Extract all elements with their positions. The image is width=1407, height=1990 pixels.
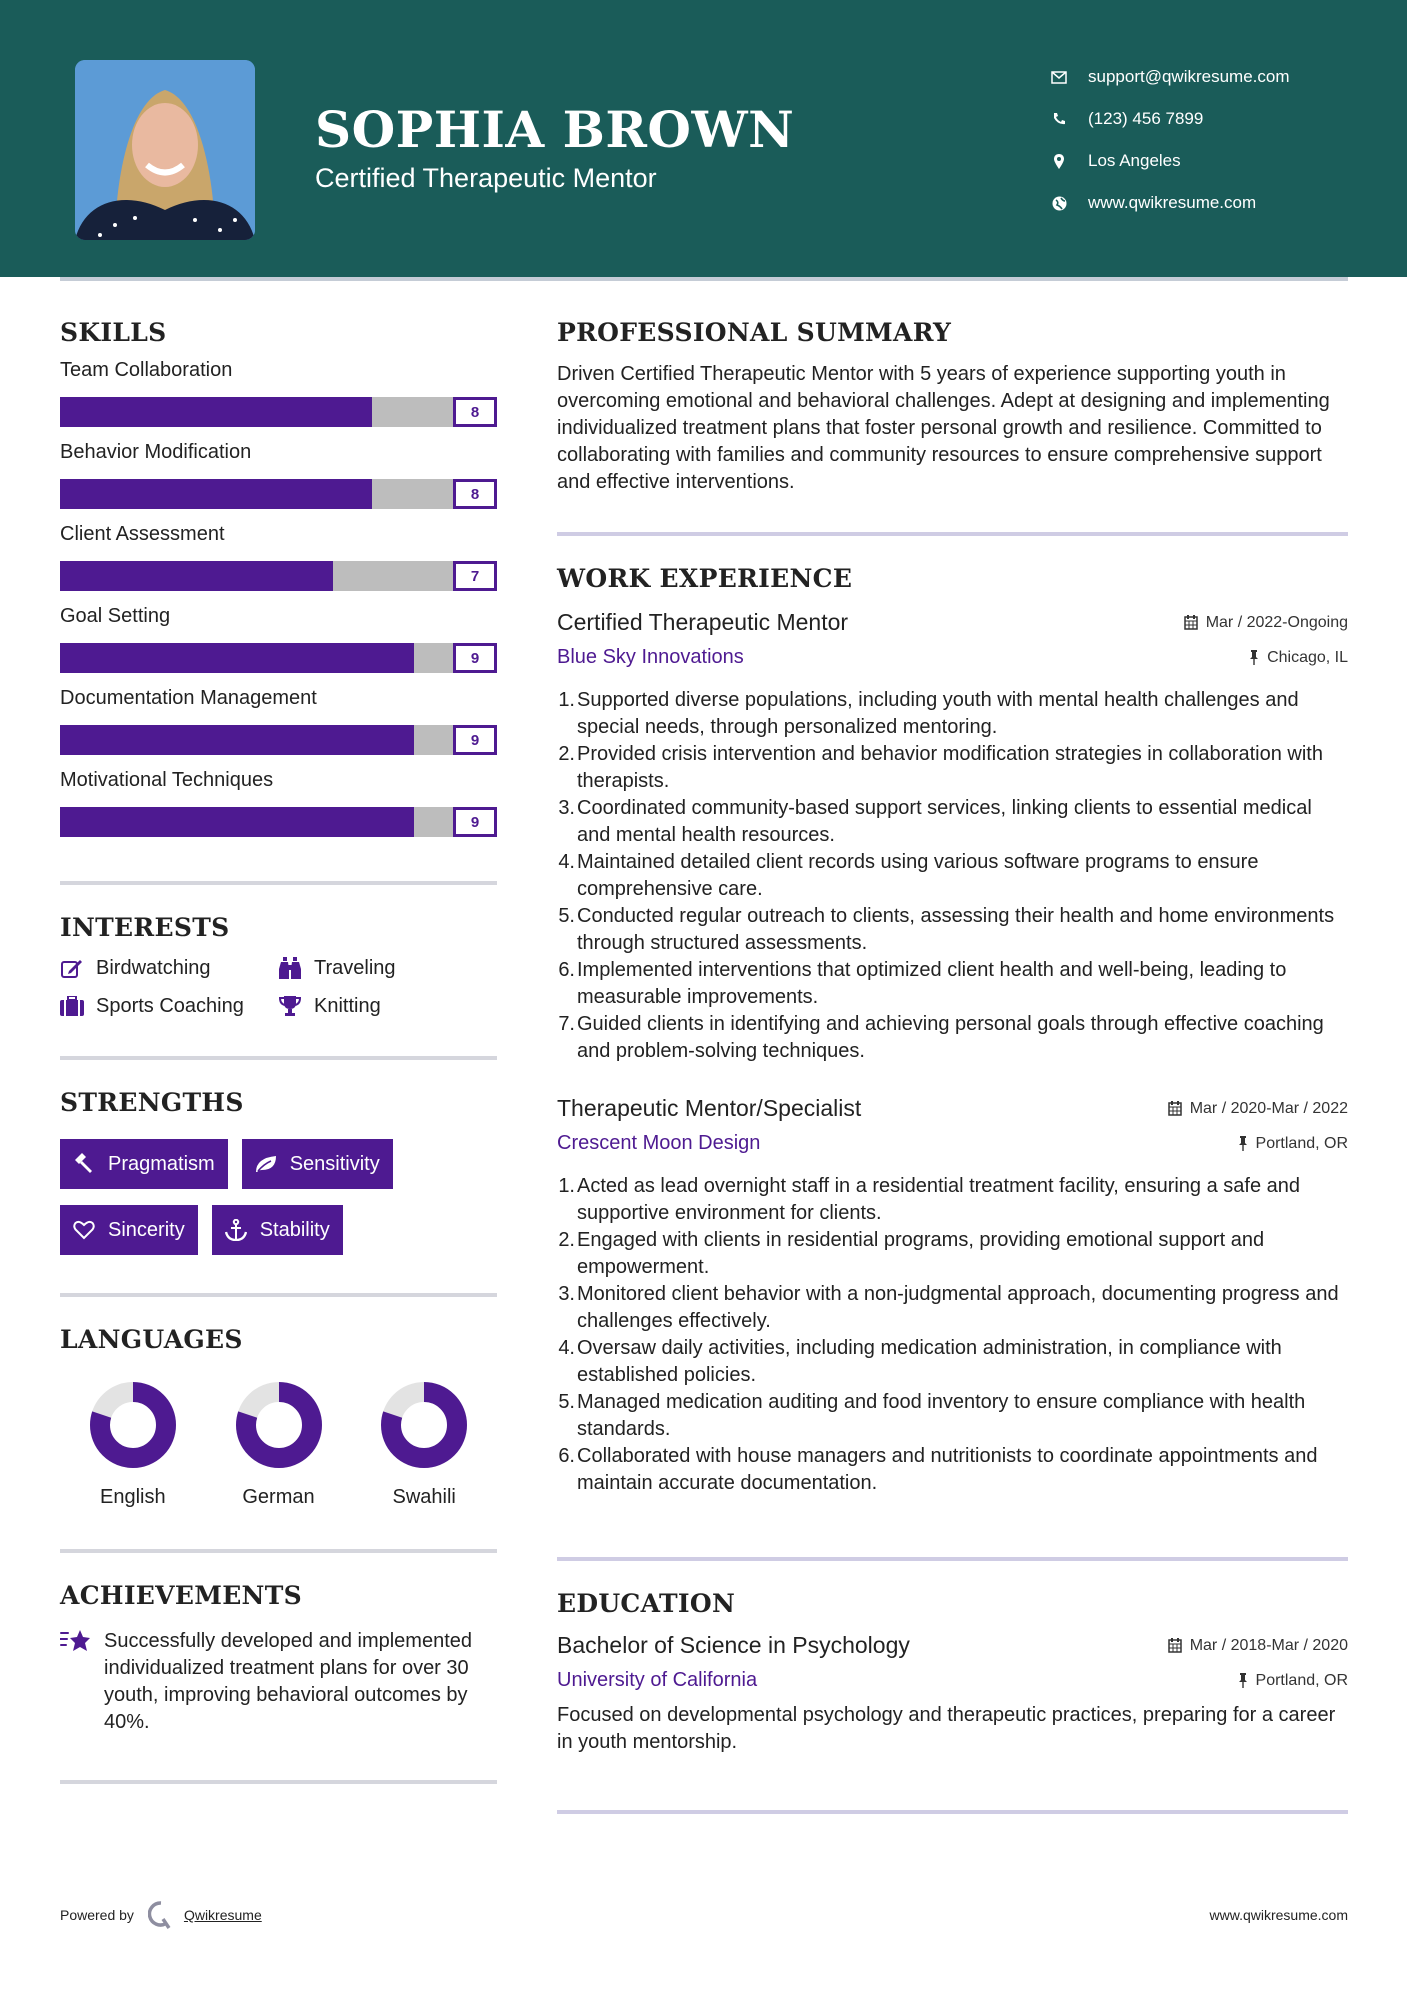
calendar-icon: [1168, 1101, 1182, 1116]
responsibility-item: 6. Implemented interventions that optimized client health and well-being, leading to measurable improvements.: [558, 959, 1287, 1008]
skill-score: 8: [453, 397, 497, 427]
page-footer: [60, 1900, 1348, 1930]
skill-item: [60, 769, 497, 837]
skill-label: Motivational Techniques: [60, 769, 274, 791]
education-location: [1238, 1672, 1348, 1690]
footer-website-link[interactable]: www.qwikresume.com: [1209, 1907, 1348, 1923]
qwikresume-logo-icon: [148, 1901, 174, 1929]
language-donut-chart: [381, 1382, 467, 1468]
experience-section: [557, 564, 1348, 1497]
interest-item: [278, 956, 488, 980]
powered-by-label: Powered by: [60, 1907, 134, 1923]
interest-label: Knitting: [314, 994, 381, 1017]
job-dates: [1168, 1100, 1348, 1118]
company-name: Blue Sky Innovations: [557, 646, 744, 668]
skill-item: [60, 441, 497, 509]
responsibility-item: 1. Supported diverse populations, including youth with mental health challenges and special needs, through personalized mentoring.: [558, 689, 1299, 738]
skill-item: [60, 605, 497, 673]
education-location-text: Portland, OR: [1255, 1671, 1348, 1689]
skill-score: 7: [453, 561, 497, 591]
interests-section: [60, 913, 497, 1018]
right-column: [557, 318, 1348, 1814]
resume-header: [0, 0, 1407, 277]
skill-bar: [60, 561, 497, 591]
language-label: German: [242, 1486, 315, 1508]
language-label: Swahili: [392, 1486, 456, 1508]
achievement-item: [60, 1628, 497, 1736]
section-divider: [60, 1549, 497, 1553]
interest-item: [278, 994, 488, 1018]
responsibility-item: 3. Monitored client behavior with a non-judgmental approach, documenting progress and challenges effectively.: [558, 1283, 1339, 1332]
section-divider: [557, 1557, 1348, 1561]
section-divider: [557, 532, 1348, 536]
skills-section: [60, 318, 497, 837]
calendar-icon: [1184, 615, 1198, 630]
job-entry: [557, 1095, 1348, 1497]
education-description: Focused on developmental psychology and therapeutic practices, preparing for a career in youth mentorship.: [557, 1704, 1336, 1753]
skill-item: [60, 359, 497, 427]
interest-label: Traveling: [314, 956, 396, 979]
envelope-icon: [1050, 68, 1068, 86]
globe-icon: [1050, 194, 1068, 212]
job-title: Certified Therapeutic Mentor: [557, 609, 849, 635]
responsibility-item: 2. Engaged with clients in residential programs, providing emotional support and empowerment.: [558, 1229, 1265, 1278]
contact-website[interactable]: [1050, 182, 1290, 224]
language-item: [60, 1382, 206, 1509]
job-responsibilities: [557, 687, 1348, 1065]
responsibility-item: 5. Conducted regular outreach to clients, assessing their health and home environments through structured assessments.: [558, 905, 1335, 954]
map-marker-icon: [1050, 152, 1068, 170]
skill-score: 9: [453, 807, 497, 837]
job-dates: [1184, 614, 1348, 632]
contact-email-text: support@qwikresume.com: [1088, 67, 1290, 86]
summary-section: [557, 318, 1348, 496]
trophy-icon: [278, 994, 302, 1018]
education-dates-text: Mar / 2018-Mar / 2020: [1189, 1636, 1348, 1654]
leaf-icon: [254, 1152, 278, 1176]
education-section: [557, 1589, 1348, 1756]
interest-item: [60, 956, 278, 980]
summary-text: Driven Certified Therapeutic Mentor with 5 years of experience supporting youth in overcoming emotional and behavioral challenges. Adept at designing and implementing individualized treatment plans that foster personal growth and resilience. Committed to collaborating with families and community resources to ensure comprehensive support and effective interventions.: [557, 363, 1330, 493]
skill-item: [60, 687, 497, 755]
job-title: Therapeutic Mentor/Specialist: [557, 1095, 862, 1121]
interest-label: Birdwatching: [96, 956, 211, 979]
edit-icon: [60, 956, 84, 980]
strengths-list: [60, 1139, 497, 1255]
skill-label: Goal Setting: [60, 605, 171, 627]
responsibility-item: 4. Oversaw daily activities, including medication administration, in compliance with established policies.: [558, 1337, 1282, 1386]
strength-label: Pragmatism: [108, 1152, 215, 1175]
heart-icon: [72, 1218, 96, 1242]
strength-badge: [60, 1139, 228, 1189]
language-label: English: [100, 1486, 166, 1508]
experience-title: WORK EXPERIENCE: [557, 564, 853, 593]
skill-bar: [60, 479, 497, 509]
skill-bar-fill: [60, 479, 372, 509]
job-location: [1238, 1135, 1348, 1153]
responsibility-item: 4. Maintained detailed client records using various software programs to ensure comprehensive care.: [558, 851, 1259, 900]
company-name: Crescent Moon Design: [557, 1132, 761, 1154]
suitcase-icon: [60, 994, 84, 1018]
contact-location-text: Los Angeles: [1088, 151, 1181, 170]
skill-bar-fill: [60, 725, 414, 755]
skill-score: 9: [453, 725, 497, 755]
contact-list: [1050, 56, 1290, 224]
section-divider: [60, 881, 497, 885]
profile-photo: [75, 60, 255, 240]
section-divider: [60, 1056, 497, 1060]
skill-bar-fill: [60, 397, 372, 427]
language-donut-chart: [90, 1382, 176, 1468]
skill-bar-fill: [60, 561, 333, 591]
candidate-name: SOPHIA BROWN: [315, 100, 795, 159]
job-dates-text: Mar / 2020-Mar / 2022: [1189, 1099, 1348, 1117]
skill-label: Documentation Management: [60, 687, 317, 709]
header-divider: [60, 277, 1348, 281]
school-name: University of California: [557, 1669, 758, 1691]
job-location-text: Portland, OR: [1255, 1134, 1348, 1152]
strengths-section: [60, 1088, 497, 1255]
skill-item: [60, 523, 497, 591]
achievement-text: Successfully developed and implemented individualized treatment plans for over 30 youth, improving behavioral outcomes by 40%.: [104, 1630, 472, 1733]
achievements-section: [60, 1581, 497, 1736]
pushpin-icon: [1238, 1673, 1248, 1688]
skill-label: Client Assessment: [60, 523, 225, 545]
pushpin-icon: [1238, 1136, 1248, 1151]
skill-score: 8: [453, 479, 497, 509]
section-divider: [60, 1293, 497, 1297]
qwikresume-link[interactable]: Qwikresume: [183, 1907, 262, 1923]
skills-title: SKILLS: [60, 318, 167, 347]
strength-badge: [242, 1139, 393, 1189]
education-dates: [1168, 1637, 1348, 1655]
language-item: [206, 1382, 352, 1509]
contact-phone-text: (123) 456 7899: [1088, 109, 1204, 128]
job-location: [1249, 649, 1348, 667]
calendar-icon: [1168, 1638, 1182, 1653]
left-column: [60, 318, 497, 1784]
gavel-icon: [72, 1152, 96, 1176]
strength-label: Stability: [259, 1218, 330, 1241]
job-location-text: Chicago, IL: [1267, 648, 1348, 666]
job-responsibilities: [557, 1173, 1348, 1497]
languages-section: [60, 1325, 497, 1509]
languages-list: [60, 1382, 497, 1509]
strength-badge: [212, 1205, 343, 1255]
section-divider: [557, 1810, 1348, 1814]
strengths-title: STRENGTHS: [60, 1088, 244, 1117]
interests-title: INTERESTS: [60, 913, 230, 942]
skill-bar-fill: [60, 807, 414, 837]
contact-website-text: www.qwikresume.com: [1088, 193, 1257, 212]
skill-label: Team Collaboration: [60, 359, 233, 381]
language-item: [351, 1382, 497, 1509]
skill-bar-fill: [60, 643, 414, 673]
interests-list: [60, 956, 497, 1018]
section-divider: [60, 1780, 497, 1784]
responsibility-item: 3. Coordinated community-based support services, linking clients to essential medical and mental health resources.: [558, 797, 1312, 846]
summary-title: PROFESSIONAL SUMMARY: [557, 318, 952, 347]
strength-badge: [60, 1205, 198, 1255]
interest-label: Sports Coaching: [96, 994, 244, 1017]
phone-icon: [1050, 110, 1068, 128]
skill-bar: [60, 643, 497, 673]
degree-title: Bachelor of Science in Psychology: [557, 1632, 910, 1658]
languages-title: LANGUAGES: [60, 1325, 243, 1354]
interest-item: [60, 994, 278, 1018]
contact-email[interactable]: [1050, 56, 1290, 98]
binoculars-icon: [278, 956, 302, 980]
responsibility-item: 5. Managed medication auditing and food inventory to ensure compliance with health standards.: [558, 1391, 1306, 1440]
responsibility-item: 2. Provided crisis intervention and behavior modification strategies in collaboration with therapists.: [558, 743, 1323, 792]
education-title: EDUCATION: [557, 1589, 736, 1618]
job-entry: [557, 609, 1348, 1065]
language-donut-chart: [236, 1382, 322, 1468]
strength-label: Sensitivity: [289, 1152, 380, 1175]
skill-score: 9: [453, 643, 497, 673]
skill-label: Behavior Modification: [60, 441, 252, 463]
shooting-star-icon: [60, 1628, 92, 1656]
achievements-title: ACHIEVEMENTS: [60, 1581, 302, 1610]
anchor-icon: [224, 1218, 248, 1242]
skill-bar: [60, 807, 497, 837]
responsibility-item: 6. Collaborated with house managers and nutritionists to coordinate appointments and maintain accurate documentation.: [558, 1445, 1318, 1494]
responsibility-item: 7. Guided clients in identifying and achieving personal goals through effective coaching and problem-solving techniques.: [558, 1013, 1324, 1062]
strength-label: Sincerity: [108, 1218, 185, 1241]
contact-location: [1050, 140, 1290, 182]
candidate-title: Certified Therapeutic Mentor: [315, 163, 657, 193]
job-dates-text: Mar / 2022-Ongoing: [1205, 613, 1348, 631]
contact-phone[interactable]: [1050, 98, 1290, 140]
pushpin-icon: [1249, 650, 1259, 665]
skill-bar: [60, 397, 497, 427]
responsibility-item: 1. Acted as lead overnight staff in a residential treatment facility, ensuring a safe and supportive environment for clients.: [558, 1175, 1301, 1224]
skill-bar: [60, 725, 497, 755]
